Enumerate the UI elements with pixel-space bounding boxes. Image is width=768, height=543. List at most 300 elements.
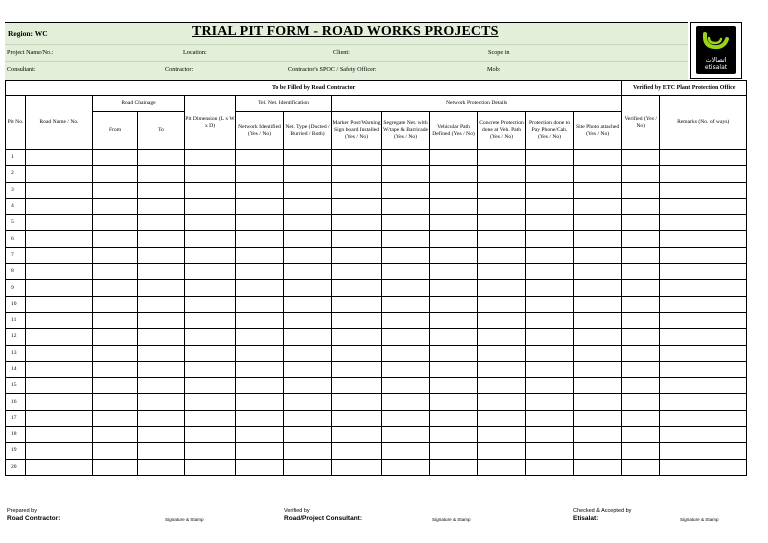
entry-cell[interactable]: [93, 361, 138, 377]
entry-cell[interactable]: [478, 345, 526, 361]
entry-cell[interactable]: [478, 182, 526, 198]
entry-cell[interactable]: [382, 329, 430, 345]
entry-cell[interactable]: [478, 410, 526, 426]
entry-cell[interactable]: [574, 296, 622, 312]
entry-cell[interactable]: [93, 427, 138, 443]
entry-cell[interactable]: [93, 182, 138, 198]
entry-cell[interactable]: [660, 459, 747, 475]
entry-cell[interactable]: [93, 378, 138, 394]
entry-cell[interactable]: [526, 427, 574, 443]
entry-cell[interactable]: [93, 345, 138, 361]
entry-cell[interactable]: [574, 459, 622, 475]
entry-cell[interactable]: [660, 443, 747, 459]
entry-cell[interactable]: [332, 345, 382, 361]
entry-cell[interactable]: [478, 150, 526, 166]
entry-cell[interactable]: [93, 329, 138, 345]
entry-cell[interactable]: [185, 231, 236, 247]
col-protection-pay-phone: Protection done to Pay Phone/Cab. (Yes / No): [526, 112, 574, 150]
footer-contractor-role: Road Contractor:: [7, 515, 61, 522]
entry-cell[interactable]: [382, 410, 430, 426]
entry-cell[interactable]: [574, 329, 622, 345]
entry-cell[interactable]: [382, 378, 430, 394]
entry-cell[interactable]: [526, 459, 574, 475]
entry-cell[interactable]: [138, 247, 185, 263]
entry-cell[interactable]: [284, 312, 332, 328]
entry-cell[interactable]: [478, 247, 526, 263]
entry-cell[interactable]: [93, 264, 138, 280]
entry-cell[interactable]: [526, 361, 574, 377]
entry-cell[interactable]: [185, 215, 236, 231]
entry-cell[interactable]: [26, 166, 93, 182]
entry-cell[interactable]: [526, 312, 574, 328]
entry-cell[interactable]: [332, 296, 382, 312]
entry-cell[interactable]: [284, 182, 332, 198]
entry-cell[interactable]: [478, 394, 526, 410]
entry-cell[interactable]: [574, 312, 622, 328]
entry-cell[interactable]: [332, 182, 382, 198]
entry-cell[interactable]: [622, 215, 660, 231]
entry-cell[interactable]: [332, 231, 382, 247]
entry-cell[interactable]: [138, 296, 185, 312]
pit-number-cell: 11: [6, 312, 26, 328]
entry-cell[interactable]: [26, 361, 93, 377]
entry-cell[interactable]: [284, 345, 332, 361]
entry-cell[interactable]: [382, 427, 430, 443]
entry-cell[interactable]: [26, 378, 93, 394]
entry-cell[interactable]: [574, 361, 622, 377]
entry-cell[interactable]: [526, 231, 574, 247]
entry-cell[interactable]: [185, 459, 236, 475]
entry-cell[interactable]: [284, 410, 332, 426]
entry-cell[interactable]: [526, 329, 574, 345]
entry-cell[interactable]: [236, 280, 284, 296]
entry-cell[interactable]: [185, 150, 236, 166]
entry-cell[interactable]: [236, 247, 284, 263]
entry-cell[interactable]: [26, 264, 93, 280]
entry-cell[interactable]: [660, 247, 747, 263]
entry-cell[interactable]: [236, 166, 284, 182]
entry-cell[interactable]: [185, 247, 236, 263]
entry-cell[interactable]: [26, 443, 93, 459]
entry-cell[interactable]: [382, 345, 430, 361]
entry-cell[interactable]: [26, 182, 93, 198]
entry-cell[interactable]: [430, 264, 478, 280]
entry-cell[interactable]: [574, 378, 622, 394]
entry-cell[interactable]: [660, 231, 747, 247]
entry-cell[interactable]: [284, 231, 332, 247]
entry-cell[interactable]: [574, 150, 622, 166]
entry-cell[interactable]: [236, 329, 284, 345]
entry-cell[interactable]: [332, 427, 382, 443]
entry-cell[interactable]: [284, 459, 332, 475]
entry-cell[interactable]: [26, 247, 93, 263]
entry-cell[interactable]: [185, 345, 236, 361]
pit-number-cell: 9: [6, 280, 26, 296]
entry-cell[interactable]: [660, 345, 747, 361]
entry-cell[interactable]: [236, 443, 284, 459]
entry-cell[interactable]: [138, 231, 185, 247]
entry-cell[interactable]: [185, 296, 236, 312]
entry-cell[interactable]: [138, 345, 185, 361]
etisalat-logo-box: [690, 22, 742, 79]
entry-cell[interactable]: [93, 296, 138, 312]
entry-cell[interactable]: [284, 198, 332, 214]
entry-cell[interactable]: [430, 410, 478, 426]
entry-cell[interactable]: [574, 198, 622, 214]
entry-cell[interactable]: [574, 280, 622, 296]
entry-cell[interactable]: [185, 378, 236, 394]
entry-cell[interactable]: [185, 280, 236, 296]
entry-cell[interactable]: [526, 247, 574, 263]
entry-cell[interactable]: [284, 280, 332, 296]
entry-cell[interactable]: [478, 329, 526, 345]
entry-cell[interactable]: [526, 296, 574, 312]
entry-cell[interactable]: [478, 198, 526, 214]
entry-cell[interactable]: [622, 312, 660, 328]
entry-cell[interactable]: [526, 410, 574, 426]
entry-cell[interactable]: [660, 280, 747, 296]
table-row: [6, 166, 747, 182]
entry-cell[interactable]: [574, 410, 622, 426]
entry-cell[interactable]: [26, 329, 93, 345]
entry-cell[interactable]: [622, 394, 660, 410]
entry-cell[interactable]: [332, 443, 382, 459]
entry-cell[interactable]: [284, 150, 332, 166]
entry-cell[interactable]: [622, 345, 660, 361]
entry-cell[interactable]: [284, 247, 332, 263]
entry-cell[interactable]: [478, 215, 526, 231]
entry-cell[interactable]: [284, 215, 332, 231]
entry-cell[interactable]: [93, 198, 138, 214]
entry-cell[interactable]: [26, 312, 93, 328]
entry-cell[interactable]: [574, 394, 622, 410]
entry-cell[interactable]: [382, 215, 430, 231]
entry-cell[interactable]: [622, 296, 660, 312]
entry-cell[interactable]: [284, 427, 332, 443]
entry-cell[interactable]: [332, 247, 382, 263]
entry-cell[interactable]: [478, 443, 526, 459]
entry-cell[interactable]: [138, 394, 185, 410]
entry-cell[interactable]: [382, 443, 430, 459]
entry-cell[interactable]: [526, 443, 574, 459]
entry-cell[interactable]: [430, 312, 478, 328]
pit-number-cell: 4: [6, 198, 26, 214]
entry-cell[interactable]: [382, 264, 430, 280]
entry-cell[interactable]: [574, 182, 622, 198]
entry-cell[interactable]: [185, 443, 236, 459]
entry-cell[interactable]: [430, 150, 478, 166]
entry-cell[interactable]: [622, 459, 660, 475]
entry-cell[interactable]: [284, 378, 332, 394]
entry-cell[interactable]: [478, 378, 526, 394]
entry-cell[interactable]: [382, 231, 430, 247]
entry-cell[interactable]: [382, 280, 430, 296]
entry-cell[interactable]: [185, 394, 236, 410]
entry-cell[interactable]: [574, 427, 622, 443]
entry-cell[interactable]: [93, 280, 138, 296]
entry-cell[interactable]: [332, 264, 382, 280]
entry-cell[interactable]: [660, 361, 747, 377]
entry-cell[interactable]: [284, 361, 332, 377]
entry-cell[interactable]: [138, 329, 185, 345]
entry-cell[interactable]: [236, 345, 284, 361]
entry-cell[interactable]: [478, 427, 526, 443]
entry-cell[interactable]: [430, 329, 478, 345]
entry-cell[interactable]: [185, 198, 236, 214]
entry-cell[interactable]: [382, 312, 430, 328]
entry-cell[interactable]: [93, 459, 138, 475]
entry-cell[interactable]: [332, 329, 382, 345]
entry-cell[interactable]: [622, 166, 660, 182]
entry-cell[interactable]: [574, 247, 622, 263]
etisalat-signature-label: Signature & Stamp: [680, 517, 719, 522]
entry-cell[interactable]: [526, 378, 574, 394]
pit-number-cell: 6: [6, 231, 26, 247]
entry-cell[interactable]: [332, 280, 382, 296]
entry-cell[interactable]: [660, 378, 747, 394]
entry-cell[interactable]: [430, 247, 478, 263]
entry-cell[interactable]: [660, 264, 747, 280]
entry-cell[interactable]: [382, 247, 430, 263]
entry-cell[interactable]: [660, 198, 747, 214]
entry-cell[interactable]: [26, 459, 93, 475]
entry-cell[interactable]: [526, 182, 574, 198]
entry-cell[interactable]: [236, 410, 284, 426]
entry-cell[interactable]: [382, 394, 430, 410]
entry-cell[interactable]: [660, 394, 747, 410]
entry-cell[interactable]: [382, 459, 430, 475]
entry-cell[interactable]: [660, 329, 747, 345]
entry-cell[interactable]: [26, 296, 93, 312]
entry-cell[interactable]: [26, 150, 93, 166]
entry-cell[interactable]: [236, 198, 284, 214]
entry-cell[interactable]: [138, 198, 185, 214]
entry-cell[interactable]: [430, 361, 478, 377]
entry-cell[interactable]: [430, 345, 478, 361]
entry-cell[interactable]: [430, 166, 478, 182]
entry-cell[interactable]: [332, 150, 382, 166]
entry-cell[interactable]: [526, 215, 574, 231]
entry-cell[interactable]: [26, 215, 93, 231]
entry-cell[interactable]: [478, 264, 526, 280]
entry-cell[interactable]: [93, 410, 138, 426]
table-row: [6, 312, 747, 328]
entry-cell[interactable]: [332, 394, 382, 410]
table-row: [6, 264, 747, 280]
entry-cell[interactable]: [526, 198, 574, 214]
entry-cell[interactable]: [332, 361, 382, 377]
entry-cell[interactable]: [430, 443, 478, 459]
entry-cell[interactable]: [93, 231, 138, 247]
entry-cell[interactable]: [26, 280, 93, 296]
entry-cell[interactable]: [138, 378, 185, 394]
entry-cell[interactable]: [526, 345, 574, 361]
entry-cell[interactable]: [138, 443, 185, 459]
entry-cell[interactable]: [138, 427, 185, 443]
entry-cell[interactable]: [236, 150, 284, 166]
entry-cell[interactable]: [660, 296, 747, 312]
entry-cell[interactable]: [430, 394, 478, 410]
entry-cell[interactable]: [185, 329, 236, 345]
contractor-band: To be Filled by Road Contractor: [6, 81, 622, 96]
entry-cell[interactable]: [185, 264, 236, 280]
entry-cell[interactable]: [138, 361, 185, 377]
entry-cell[interactable]: [236, 296, 284, 312]
entry-cell[interactable]: [26, 231, 93, 247]
entry-cell[interactable]: [478, 459, 526, 475]
entry-cell[interactable]: [430, 198, 478, 214]
entry-cell[interactable]: [574, 345, 622, 361]
entry-cell[interactable]: [284, 166, 332, 182]
entry-cell[interactable]: [138, 182, 185, 198]
entry-cell[interactable]: [622, 182, 660, 198]
entry-cell[interactable]: [185, 166, 236, 182]
entry-cell[interactable]: [26, 198, 93, 214]
entry-cell[interactable]: [138, 459, 185, 475]
entry-cell[interactable]: [93, 443, 138, 459]
entry-cell[interactable]: [284, 264, 332, 280]
entry-cell[interactable]: [430, 215, 478, 231]
entry-cell[interactable]: [478, 312, 526, 328]
entry-cell[interactable]: [382, 361, 430, 377]
entry-cell[interactable]: [138, 280, 185, 296]
entry-cell[interactable]: [26, 410, 93, 426]
entry-cell[interactable]: [93, 312, 138, 328]
entry-cell[interactable]: [526, 280, 574, 296]
entry-cell[interactable]: [236, 215, 284, 231]
entry-cell[interactable]: [236, 182, 284, 198]
table-row: [6, 427, 747, 443]
entry-cell[interactable]: [622, 280, 660, 296]
entry-cell[interactable]: [574, 166, 622, 182]
entry-cell[interactable]: [660, 312, 747, 328]
entry-cell[interactable]: [478, 280, 526, 296]
entry-cell[interactable]: [26, 427, 93, 443]
entry-cell[interactable]: [660, 215, 747, 231]
entry-cell[interactable]: [622, 361, 660, 377]
entry-cell[interactable]: [478, 166, 526, 182]
entry-cell[interactable]: [478, 361, 526, 377]
entry-cell[interactable]: [332, 166, 382, 182]
entry-cell[interactable]: [138, 215, 185, 231]
entry-cell[interactable]: [185, 427, 236, 443]
entry-cell[interactable]: [622, 150, 660, 166]
entry-cell[interactable]: [622, 410, 660, 426]
entry-cell[interactable]: [138, 150, 185, 166]
entry-cell[interactable]: [284, 296, 332, 312]
entry-cell[interactable]: [236, 361, 284, 377]
entry-cell[interactable]: [185, 410, 236, 426]
entry-cell[interactable]: [430, 296, 478, 312]
entry-cell[interactable]: [332, 198, 382, 214]
entry-cell[interactable]: [138, 264, 185, 280]
entry-cell[interactable]: [332, 215, 382, 231]
entry-cell[interactable]: [382, 296, 430, 312]
footer-consultant-role: Road/Project Consultant:: [284, 515, 363, 522]
entry-cell[interactable]: [26, 394, 93, 410]
entry-cell[interactable]: [526, 264, 574, 280]
entry-cell[interactable]: [622, 443, 660, 459]
entry-cell[interactable]: [93, 150, 138, 166]
entry-cell[interactable]: [622, 247, 660, 263]
table-row: [6, 150, 747, 166]
entry-cell[interactable]: [622, 427, 660, 443]
entry-cell[interactable]: [660, 427, 747, 443]
entry-cell[interactable]: [236, 264, 284, 280]
entry-cell[interactable]: [430, 182, 478, 198]
entry-cell[interactable]: [430, 459, 478, 475]
entry-cell[interactable]: [622, 231, 660, 247]
entry-cell[interactable]: [574, 231, 622, 247]
entry-cell[interactable]: [660, 166, 747, 182]
trial-pit-table: [5, 80, 747, 476]
entry-cell[interactable]: [332, 459, 382, 475]
entry-cell[interactable]: [622, 198, 660, 214]
entry-cell[interactable]: [284, 443, 332, 459]
entry-cell[interactable]: [93, 247, 138, 263]
entry-cell[interactable]: [138, 410, 185, 426]
entry-cell[interactable]: [660, 410, 747, 426]
entry-cell[interactable]: [284, 329, 332, 345]
entry-cell[interactable]: [284, 394, 332, 410]
entry-cell[interactable]: [574, 264, 622, 280]
entry-cell[interactable]: [236, 378, 284, 394]
entry-cell[interactable]: [526, 394, 574, 410]
entry-cell[interactable]: [332, 312, 382, 328]
entry-cell[interactable]: [236, 312, 284, 328]
entry-cell[interactable]: [332, 378, 382, 394]
entry-cell[interactable]: [332, 410, 382, 426]
entry-cell[interactable]: [622, 264, 660, 280]
etisalat-swoosh-icon: [696, 26, 736, 56]
entry-cell[interactable]: [185, 312, 236, 328]
entry-cell[interactable]: [526, 150, 574, 166]
entry-cell[interactable]: [26, 345, 93, 361]
entry-cell[interactable]: [430, 231, 478, 247]
entry-cell[interactable]: [382, 166, 430, 182]
entry-cell[interactable]: [138, 166, 185, 182]
entry-cell[interactable]: [660, 150, 747, 166]
entry-cell[interactable]: [382, 150, 430, 166]
entry-cell[interactable]: [382, 182, 430, 198]
entry-cell[interactable]: [430, 427, 478, 443]
entry-cell[interactable]: [574, 215, 622, 231]
entry-cell[interactable]: [93, 215, 138, 231]
entry-cell[interactable]: [526, 166, 574, 182]
entry-cell[interactable]: [478, 296, 526, 312]
entry-cell[interactable]: [622, 378, 660, 394]
entry-cell[interactable]: [185, 361, 236, 377]
entry-cell[interactable]: [430, 378, 478, 394]
entry-cell[interactable]: [622, 329, 660, 345]
entry-cell[interactable]: [236, 427, 284, 443]
entry-cell[interactable]: [236, 231, 284, 247]
entry-cell[interactable]: [138, 312, 185, 328]
entry-cell[interactable]: [660, 182, 747, 198]
entry-cell[interactable]: [185, 182, 236, 198]
entry-cell[interactable]: [574, 443, 622, 459]
entry-cell[interactable]: [236, 394, 284, 410]
header-divider: [5, 61, 688, 62]
entry-cell[interactable]: [430, 280, 478, 296]
entry-cell[interactable]: [236, 459, 284, 475]
entry-cell[interactable]: [382, 198, 430, 214]
entry-cell[interactable]: [93, 394, 138, 410]
entry-cell[interactable]: [478, 231, 526, 247]
form-title: TRIAL PIT FORM - ROAD WORKS PROJECTS: [192, 24, 499, 39]
entry-cell[interactable]: [93, 166, 138, 182]
footer-etisalat-prepared: Checked & Accepted by: [573, 508, 632, 514]
